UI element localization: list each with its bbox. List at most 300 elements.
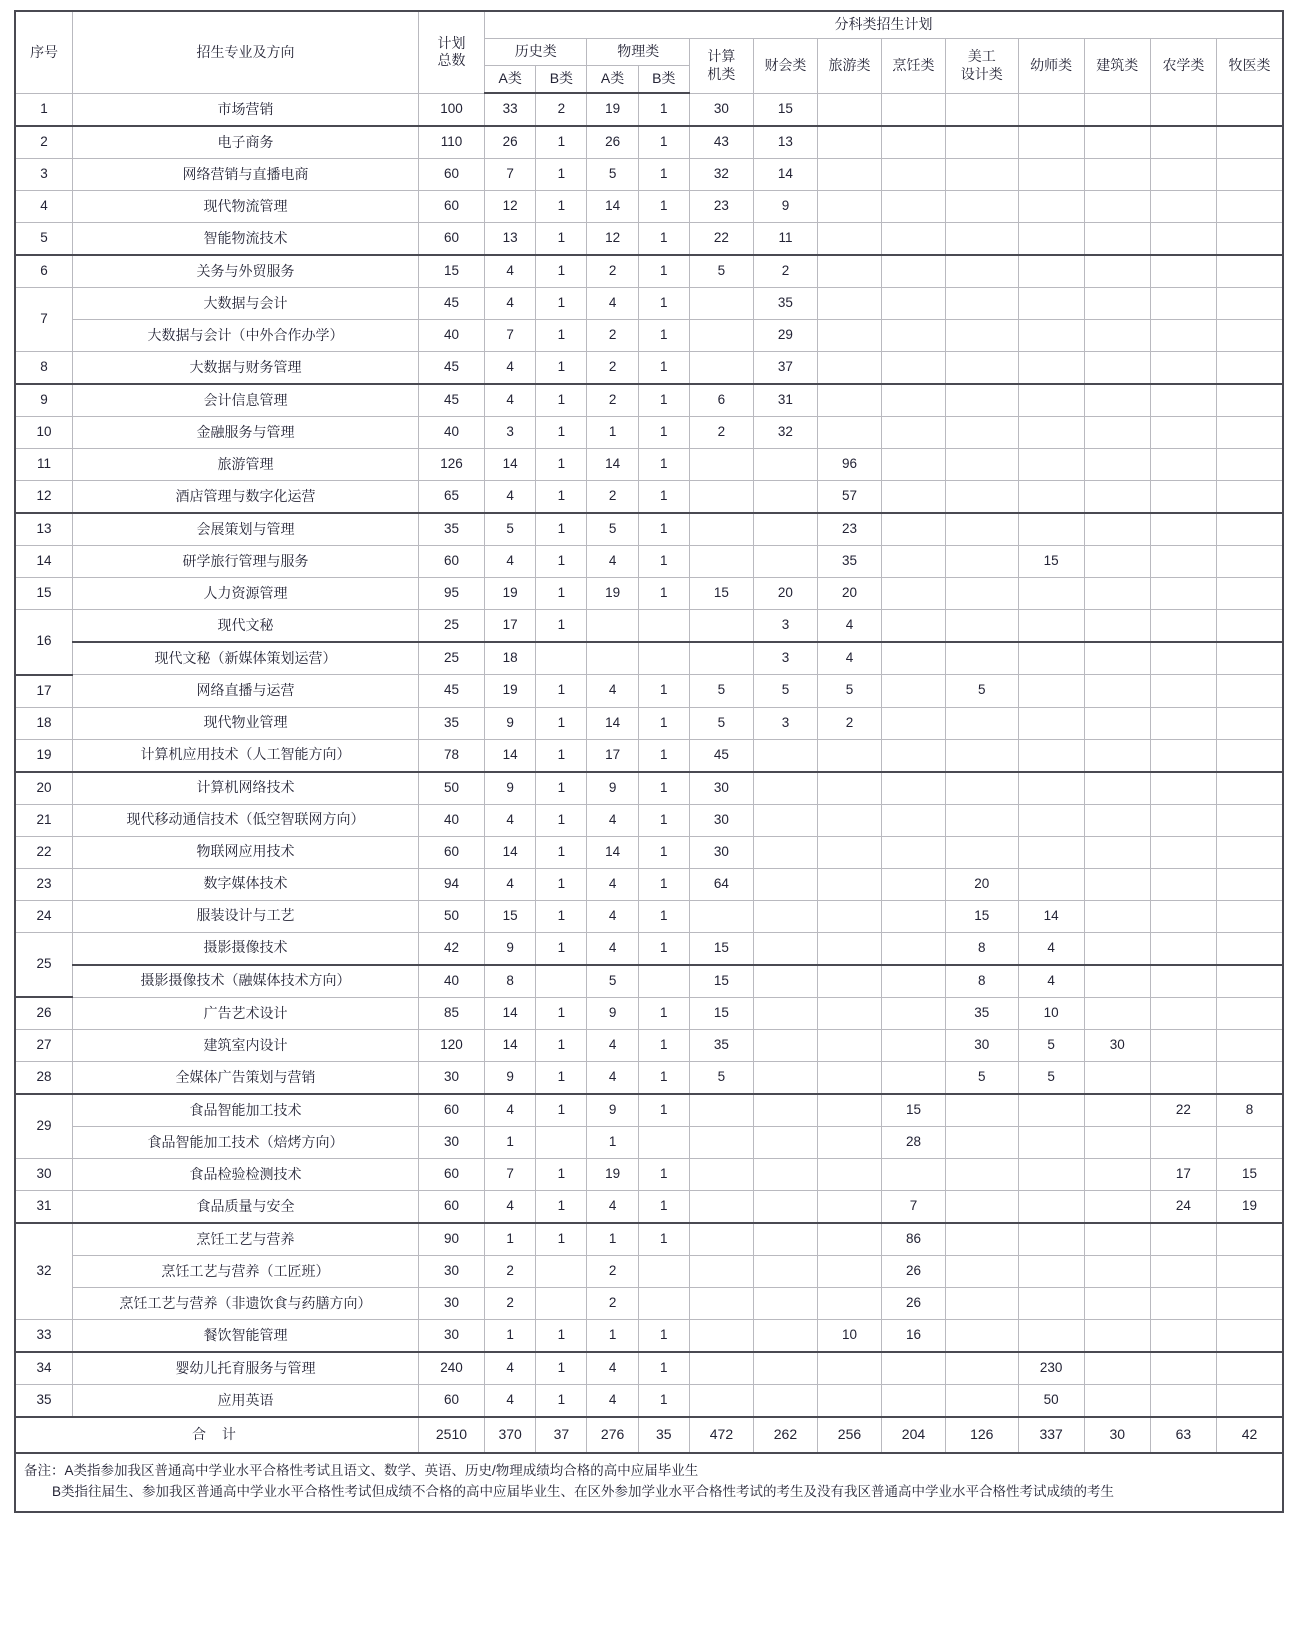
enrollment-plan-table bbox=[14, 10, 1284, 1454]
cell-finance bbox=[753, 1320, 817, 1353]
cell-agriculture bbox=[1150, 900, 1216, 932]
cell-physics-b: 1 bbox=[638, 1352, 689, 1385]
cell-veterinary: 15 bbox=[1217, 1159, 1283, 1191]
cell-cooking: 7 bbox=[881, 1191, 945, 1224]
cell-art-design: 8 bbox=[945, 965, 1018, 998]
th-computer-line2: 机类 bbox=[707, 65, 736, 82]
th-art-design-line2: 设计类 bbox=[960, 65, 1003, 82]
cell-kindergarten bbox=[1018, 126, 1084, 159]
row-major-name: 摄影摄像技术（融媒体技术方向） bbox=[73, 965, 419, 998]
cell-finance bbox=[753, 513, 817, 546]
cell-art-design: 5 bbox=[945, 1062, 1018, 1095]
cell-plan-total: 240 bbox=[418, 1352, 484, 1385]
cell-history-b: 1 bbox=[536, 1062, 587, 1095]
cell-plan-total: 30 bbox=[418, 1288, 484, 1320]
cell-architecture bbox=[1084, 1385, 1150, 1418]
cell-finance: 11 bbox=[753, 223, 817, 256]
row-serial-number: 17 bbox=[15, 675, 73, 708]
cell-tourism bbox=[817, 965, 881, 998]
cell-history-a: 9 bbox=[485, 772, 536, 805]
cell-art-design bbox=[945, 1094, 1018, 1127]
cell-history-a: 7 bbox=[485, 1159, 536, 1191]
cell-history-b bbox=[536, 642, 587, 675]
cell-agriculture bbox=[1150, 965, 1216, 998]
cell-computer bbox=[689, 1191, 753, 1224]
cell-computer: 43 bbox=[689, 126, 753, 159]
table-row bbox=[15, 223, 1283, 256]
cell-physics-b: 1 bbox=[638, 868, 689, 900]
cell-computer bbox=[689, 320, 753, 352]
cell-computer bbox=[689, 1352, 753, 1385]
cell-history-a: 8 bbox=[485, 965, 536, 998]
table-row bbox=[15, 481, 1283, 514]
cell-art-design bbox=[945, 449, 1018, 481]
table-row bbox=[15, 1191, 1283, 1224]
cell-architecture bbox=[1084, 642, 1150, 675]
row-serial-number: 22 bbox=[15, 836, 73, 868]
cell-finance bbox=[753, 1062, 817, 1095]
table-notes bbox=[14, 1454, 1284, 1513]
cell-plan-total: 42 bbox=[418, 932, 484, 965]
cell-kindergarten bbox=[1018, 159, 1084, 191]
cell-computer: 15 bbox=[689, 965, 753, 998]
cell-finance: 32 bbox=[753, 417, 817, 449]
cell-kindergarten bbox=[1018, 804, 1084, 836]
table-row bbox=[15, 191, 1283, 223]
cell-kindergarten bbox=[1018, 449, 1084, 481]
cell-plan-total: 15 bbox=[418, 255, 484, 288]
cell-architecture bbox=[1084, 578, 1150, 610]
row-major-name: 大数据与财务管理 bbox=[73, 352, 419, 385]
cell-finance: 2 bbox=[753, 255, 817, 288]
row-major-name: 建筑室内设计 bbox=[73, 1030, 419, 1062]
cell-physics-b: 1 bbox=[638, 900, 689, 932]
header-row-group-title bbox=[15, 11, 1283, 39]
cell-tourism bbox=[817, 1223, 881, 1256]
cell-tourism bbox=[817, 1385, 881, 1418]
cell-architecture bbox=[1084, 417, 1150, 449]
cell-art-design bbox=[945, 739, 1018, 772]
cell-physics-a: 4 bbox=[587, 868, 638, 900]
cell-veterinary bbox=[1217, 836, 1283, 868]
cell-veterinary bbox=[1217, 1062, 1283, 1095]
cell-physics-a: 1 bbox=[587, 417, 638, 449]
cell-cooking bbox=[881, 481, 945, 514]
cell-history-a: 4 bbox=[485, 481, 536, 514]
th-history-group: 历史类 bbox=[485, 39, 587, 66]
summary-tourism: 256 bbox=[817, 1417, 881, 1453]
cell-cooking bbox=[881, 707, 945, 739]
cell-veterinary bbox=[1217, 159, 1283, 191]
cell-veterinary bbox=[1217, 1385, 1283, 1418]
cell-agriculture bbox=[1150, 417, 1216, 449]
cell-physics-b: 1 bbox=[638, 1385, 689, 1418]
cell-architecture bbox=[1084, 1352, 1150, 1385]
cell-agriculture bbox=[1150, 1352, 1216, 1385]
row-major-name: 计算机网络技术 bbox=[73, 772, 419, 805]
cell-architecture bbox=[1084, 997, 1150, 1030]
table-row bbox=[15, 804, 1283, 836]
cell-agriculture bbox=[1150, 1030, 1216, 1062]
cell-history-b: 1 bbox=[536, 1094, 587, 1127]
cell-computer bbox=[689, 1094, 753, 1127]
cell-tourism bbox=[817, 126, 881, 159]
row-serial-number: 25 bbox=[15, 932, 73, 997]
cell-tourism bbox=[817, 900, 881, 932]
cell-art-design bbox=[945, 126, 1018, 159]
cell-kindergarten bbox=[1018, 1288, 1084, 1320]
row-serial-number: 27 bbox=[15, 1030, 73, 1062]
cell-physics-a: 14 bbox=[587, 836, 638, 868]
cell-plan-total: 78 bbox=[418, 739, 484, 772]
cell-cooking: 15 bbox=[881, 1094, 945, 1127]
th-total-plan-line1: 计划 bbox=[437, 34, 466, 51]
cell-plan-total: 100 bbox=[418, 93, 484, 126]
cell-art-design bbox=[945, 707, 1018, 739]
cell-tourism bbox=[817, 932, 881, 965]
cell-art-design bbox=[945, 836, 1018, 868]
cell-physics-b: 1 bbox=[638, 836, 689, 868]
cell-plan-total: 94 bbox=[418, 868, 484, 900]
cell-physics-b: 1 bbox=[638, 1062, 689, 1095]
cell-architecture bbox=[1084, 675, 1150, 708]
table-row bbox=[15, 868, 1283, 900]
row-serial-number: 31 bbox=[15, 1191, 73, 1224]
cell-veterinary bbox=[1217, 868, 1283, 900]
cell-agriculture bbox=[1150, 1127, 1216, 1159]
cell-plan-total: 126 bbox=[418, 449, 484, 481]
cell-tourism bbox=[817, 1352, 881, 1385]
cell-physics-a: 1 bbox=[587, 1127, 638, 1159]
row-major-name: 餐饮智能管理 bbox=[73, 1320, 419, 1353]
row-major-name: 广告艺术设计 bbox=[73, 997, 419, 1030]
cell-computer: 35 bbox=[689, 1030, 753, 1062]
cell-physics-b: 1 bbox=[638, 1159, 689, 1191]
cell-plan-total: 45 bbox=[418, 352, 484, 385]
cell-history-b: 1 bbox=[536, 836, 587, 868]
cell-computer bbox=[689, 1385, 753, 1418]
cell-agriculture bbox=[1150, 997, 1216, 1030]
cell-tourism bbox=[817, 1030, 881, 1062]
table-row bbox=[15, 1320, 1283, 1353]
summary-agriculture: 63 bbox=[1150, 1417, 1216, 1453]
th-cooking-category: 烹饪类 bbox=[881, 39, 945, 94]
cell-agriculture: 22 bbox=[1150, 1094, 1216, 1127]
cell-history-b: 1 bbox=[536, 675, 587, 708]
cell-history-b: 1 bbox=[536, 288, 587, 320]
cell-kindergarten: 50 bbox=[1018, 1385, 1084, 1418]
cell-physics-a: 4 bbox=[587, 288, 638, 320]
cell-history-a: 14 bbox=[485, 449, 536, 481]
cell-physics-b: 1 bbox=[638, 578, 689, 610]
cell-history-b: 1 bbox=[536, 900, 587, 932]
cell-history-a: 18 bbox=[485, 642, 536, 675]
cell-veterinary bbox=[1217, 320, 1283, 352]
cell-tourism bbox=[817, 1127, 881, 1159]
cell-architecture bbox=[1084, 320, 1150, 352]
cell-tourism bbox=[817, 191, 881, 223]
cell-architecture bbox=[1084, 1320, 1150, 1353]
cell-cooking bbox=[881, 932, 945, 965]
row-major-name: 摄影摄像技术 bbox=[73, 932, 419, 965]
table-row bbox=[15, 965, 1283, 998]
cell-finance bbox=[753, 804, 817, 836]
cell-history-a: 33 bbox=[485, 93, 536, 126]
cell-physics-a: 2 bbox=[587, 1256, 638, 1288]
cell-plan-total: 50 bbox=[418, 772, 484, 805]
cell-computer: 5 bbox=[689, 1062, 753, 1095]
cell-computer bbox=[689, 546, 753, 578]
cell-kindergarten bbox=[1018, 1223, 1084, 1256]
cell-history-b: 1 bbox=[536, 159, 587, 191]
th-tourism-category: 旅游类 bbox=[817, 39, 881, 94]
th-computer-category bbox=[689, 39, 753, 94]
th-total-plan-line2: 总数 bbox=[437, 52, 466, 69]
cell-computer: 2 bbox=[689, 417, 753, 449]
cell-history-a: 7 bbox=[485, 320, 536, 352]
cell-physics-a: 4 bbox=[587, 804, 638, 836]
cell-plan-total: 120 bbox=[418, 1030, 484, 1062]
cell-history-b: 1 bbox=[536, 610, 587, 643]
row-serial-number: 16 bbox=[15, 610, 73, 675]
cell-history-a: 13 bbox=[485, 223, 536, 256]
cell-history-a: 19 bbox=[485, 675, 536, 708]
cell-agriculture bbox=[1150, 1256, 1216, 1288]
cell-history-b bbox=[536, 1288, 587, 1320]
cell-finance: 9 bbox=[753, 191, 817, 223]
cell-plan-total: 25 bbox=[418, 642, 484, 675]
summary-row bbox=[15, 1417, 1283, 1453]
cell-agriculture bbox=[1150, 642, 1216, 675]
cell-cooking bbox=[881, 1159, 945, 1191]
row-major-name: 服装设计与工艺 bbox=[73, 900, 419, 932]
cell-architecture: 30 bbox=[1084, 1030, 1150, 1062]
th-physics-group: 物理类 bbox=[587, 39, 689, 66]
cell-veterinary bbox=[1217, 772, 1283, 805]
cell-art-design bbox=[945, 417, 1018, 449]
cell-computer bbox=[689, 642, 753, 675]
row-serial-number: 12 bbox=[15, 481, 73, 514]
cell-cooking bbox=[881, 288, 945, 320]
cell-veterinary bbox=[1217, 997, 1283, 1030]
row-major-name: 现代物业管理 bbox=[73, 707, 419, 739]
cell-physics-a: 4 bbox=[587, 1191, 638, 1224]
cell-finance bbox=[753, 1030, 817, 1062]
cell-physics-a: 1 bbox=[587, 1320, 638, 1353]
cell-agriculture bbox=[1150, 159, 1216, 191]
cell-tourism bbox=[817, 868, 881, 900]
cell-veterinary bbox=[1217, 255, 1283, 288]
cell-physics-a: 4 bbox=[587, 1352, 638, 1385]
cell-kindergarten bbox=[1018, 868, 1084, 900]
cell-cooking bbox=[881, 417, 945, 449]
cell-physics-b: 1 bbox=[638, 93, 689, 126]
cell-art-design bbox=[945, 1385, 1018, 1418]
cell-veterinary bbox=[1217, 191, 1283, 223]
cell-cooking bbox=[881, 610, 945, 643]
table-row bbox=[15, 1159, 1283, 1191]
cell-physics-b: 1 bbox=[638, 1223, 689, 1256]
cell-tourism bbox=[817, 1159, 881, 1191]
table-row bbox=[15, 707, 1283, 739]
cell-physics-b bbox=[638, 610, 689, 643]
row-serial-number: 11 bbox=[15, 449, 73, 481]
cell-physics-a: 9 bbox=[587, 772, 638, 805]
cell-architecture bbox=[1084, 159, 1150, 191]
cell-finance bbox=[753, 546, 817, 578]
cell-agriculture bbox=[1150, 868, 1216, 900]
cell-kindergarten bbox=[1018, 481, 1084, 514]
cell-veterinary bbox=[1217, 449, 1283, 481]
cell-plan-total: 60 bbox=[418, 223, 484, 256]
cell-cooking bbox=[881, 868, 945, 900]
cell-computer: 30 bbox=[689, 772, 753, 805]
cell-agriculture bbox=[1150, 384, 1216, 417]
cell-physics-b: 1 bbox=[638, 288, 689, 320]
cell-agriculture bbox=[1150, 578, 1216, 610]
note-line-b-type: B类指往届生、参加我区普通高中学业水平合格性考试但成绩不合格的高中应届毕业生、在区外参加学业水平合格性考试的考生及没有我区普通高中学业水平合格性考试成绩的考生 bbox=[52, 1483, 1115, 1499]
cell-physics-a: 17 bbox=[587, 739, 638, 772]
th-physics-type-b: B类 bbox=[638, 66, 689, 94]
cell-architecture bbox=[1084, 546, 1150, 578]
cell-computer: 5 bbox=[689, 675, 753, 708]
cell-history-b bbox=[536, 1127, 587, 1159]
cell-tourism bbox=[817, 159, 881, 191]
table-row bbox=[15, 1288, 1283, 1320]
cell-history-b bbox=[536, 965, 587, 998]
cell-history-b: 1 bbox=[536, 707, 587, 739]
cell-kindergarten bbox=[1018, 417, 1084, 449]
cell-tourism bbox=[817, 384, 881, 417]
table-row bbox=[15, 932, 1283, 965]
cell-finance bbox=[753, 932, 817, 965]
cell-history-a: 4 bbox=[485, 384, 536, 417]
row-serial-number: 20 bbox=[15, 772, 73, 805]
th-physics-type-a: A类 bbox=[587, 66, 638, 94]
cell-cooking: 16 bbox=[881, 1320, 945, 1353]
row-major-name: 食品检验检测技术 bbox=[73, 1159, 419, 1191]
cell-finance bbox=[753, 1127, 817, 1159]
cell-cooking bbox=[881, 449, 945, 481]
cell-kindergarten bbox=[1018, 1256, 1084, 1288]
cell-physics-a: 19 bbox=[587, 1159, 638, 1191]
cell-physics-a: 14 bbox=[587, 191, 638, 223]
cell-kindergarten: 5 bbox=[1018, 1030, 1084, 1062]
cell-tourism bbox=[817, 1094, 881, 1127]
table-row bbox=[15, 675, 1283, 708]
cell-agriculture bbox=[1150, 449, 1216, 481]
cell-tourism bbox=[817, 352, 881, 385]
cell-agriculture bbox=[1150, 1062, 1216, 1095]
row-major-name: 食品智能加工技术（焙烤方向） bbox=[73, 1127, 419, 1159]
cell-finance: 31 bbox=[753, 384, 817, 417]
cell-tourism bbox=[817, 1288, 881, 1320]
row-major-name: 烹饪工艺与营养（工匠班） bbox=[73, 1256, 419, 1288]
row-serial-number: 15 bbox=[15, 578, 73, 610]
cell-finance: 13 bbox=[753, 126, 817, 159]
cell-cooking bbox=[881, 93, 945, 126]
cell-veterinary: 8 bbox=[1217, 1094, 1283, 1127]
cell-history-a: 4 bbox=[485, 255, 536, 288]
cell-kindergarten: 4 bbox=[1018, 932, 1084, 965]
cell-history-b: 1 bbox=[536, 578, 587, 610]
table-row bbox=[15, 352, 1283, 385]
row-serial-number: 10 bbox=[15, 417, 73, 449]
cell-tourism bbox=[817, 836, 881, 868]
cell-architecture bbox=[1084, 739, 1150, 772]
cell-cooking bbox=[881, 1352, 945, 1385]
cell-history-a: 4 bbox=[485, 546, 536, 578]
cell-veterinary bbox=[1217, 481, 1283, 514]
table-row bbox=[15, 610, 1283, 643]
table-row bbox=[15, 320, 1283, 352]
cell-finance bbox=[753, 1352, 817, 1385]
cell-kindergarten bbox=[1018, 610, 1084, 643]
cell-tourism: 20 bbox=[817, 578, 881, 610]
cell-physics-b: 1 bbox=[638, 126, 689, 159]
cell-cooking bbox=[881, 578, 945, 610]
row-major-name: 现代文秘（新媒体策划运营） bbox=[73, 642, 419, 675]
cell-physics-a: 2 bbox=[587, 1288, 638, 1320]
cell-history-b: 1 bbox=[536, 1223, 587, 1256]
cell-computer bbox=[689, 1223, 753, 1256]
cell-agriculture bbox=[1150, 739, 1216, 772]
cell-cooking bbox=[881, 126, 945, 159]
row-major-name: 数字媒体技术 bbox=[73, 868, 419, 900]
cell-physics-a: 26 bbox=[587, 126, 638, 159]
cell-veterinary bbox=[1217, 93, 1283, 126]
cell-cooking bbox=[881, 1062, 945, 1095]
cell-plan-total: 60 bbox=[418, 1385, 484, 1418]
cell-physics-b: 1 bbox=[638, 223, 689, 256]
cell-art-design bbox=[945, 255, 1018, 288]
cell-agriculture bbox=[1150, 1320, 1216, 1353]
cell-kindergarten bbox=[1018, 642, 1084, 675]
cell-physics-b: 1 bbox=[638, 384, 689, 417]
table-row bbox=[15, 997, 1283, 1030]
cell-cooking bbox=[881, 739, 945, 772]
cell-physics-b: 1 bbox=[638, 159, 689, 191]
summary-kindergarten: 337 bbox=[1018, 1417, 1084, 1453]
cell-veterinary bbox=[1217, 126, 1283, 159]
cell-finance bbox=[753, 449, 817, 481]
summary-computer: 472 bbox=[689, 1417, 753, 1453]
cell-architecture bbox=[1084, 836, 1150, 868]
cell-kindergarten: 5 bbox=[1018, 1062, 1084, 1095]
cell-history-a: 14 bbox=[485, 739, 536, 772]
cell-plan-total: 60 bbox=[418, 836, 484, 868]
cell-history-a: 2 bbox=[485, 1288, 536, 1320]
cell-finance: 15 bbox=[753, 93, 817, 126]
cell-veterinary bbox=[1217, 1320, 1283, 1353]
cell-finance: 20 bbox=[753, 578, 817, 610]
cell-computer bbox=[689, 1256, 753, 1288]
cell-agriculture bbox=[1150, 610, 1216, 643]
cell-kindergarten bbox=[1018, 223, 1084, 256]
cell-plan-total: 60 bbox=[418, 1191, 484, 1224]
cell-finance: 35 bbox=[753, 288, 817, 320]
cell-tourism bbox=[817, 288, 881, 320]
cell-physics-a: 2 bbox=[587, 255, 638, 288]
row-serial-number: 1 bbox=[15, 93, 73, 126]
th-veterinary-category: 牧医类 bbox=[1217, 39, 1283, 94]
cell-physics-a: 1 bbox=[587, 1223, 638, 1256]
cell-physics-b: 1 bbox=[638, 1030, 689, 1062]
cell-cooking bbox=[881, 675, 945, 708]
cell-veterinary bbox=[1217, 1288, 1283, 1320]
cell-art-design bbox=[945, 159, 1018, 191]
cell-plan-total: 60 bbox=[418, 159, 484, 191]
